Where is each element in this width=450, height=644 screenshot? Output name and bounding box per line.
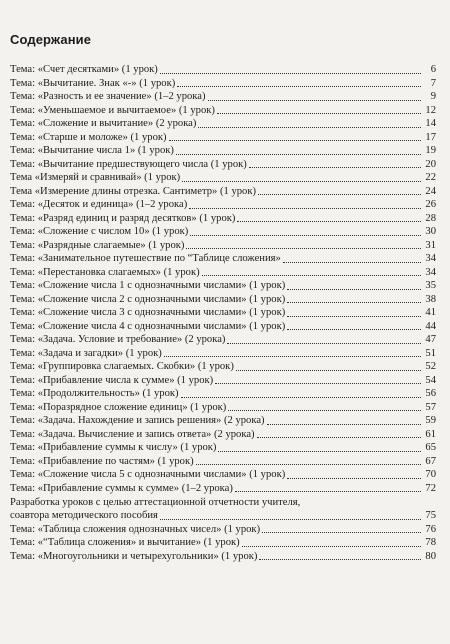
toc-entry-title: Тема: «Многоугольники и четырехугольники» (1 урок) xyxy=(10,550,258,562)
toc-entry-page: 26 xyxy=(425,199,436,210)
toc-entry-title: Тема: «Разность и ее значение» (1–2 урока) xyxy=(10,91,206,102)
toc-entry-page: 19 xyxy=(425,145,436,156)
toc-entry-page: 67 xyxy=(425,455,436,467)
toc-entry-title: Тема: «Вычитание числа 1» (1 урок) xyxy=(10,145,174,156)
toc-entry-title: Тема: «Уменьшаемое и вычитаемое» (1 урок) xyxy=(10,104,215,116)
leader-dots xyxy=(190,234,421,236)
toc-entry[interactable] xyxy=(10,131,436,145)
leader-dots xyxy=(237,220,421,222)
toc-entry-title: Тема: «Задача. Нахождение и запись решения» (2 урока) xyxy=(10,415,265,426)
leader-dots xyxy=(215,382,421,384)
toc-entry-page: 31 xyxy=(425,239,436,251)
toc-entry-title: Тема: «Сложение и вычитание» (2 урока) xyxy=(10,118,197,129)
leader-dots xyxy=(236,369,421,371)
leader-dots xyxy=(287,477,421,479)
toc-entry[interactable] xyxy=(10,158,436,172)
toc-entry-page: 22 xyxy=(425,172,436,183)
toc-entry-title: Тема: «Сложение числа 5 с однозначными числами» (1 урок) xyxy=(10,469,286,480)
toc-entry[interactable] xyxy=(10,523,436,537)
toc-entry-title: Тема: «Сложение числа 4 с однозначными числами» (1 урок) xyxy=(10,320,286,332)
toc-entry[interactable] xyxy=(10,333,436,347)
toc-entry[interactable] xyxy=(10,387,436,401)
toc-entry-title: Тема: «Прибавление суммы к числу» (1 урок) xyxy=(10,442,217,453)
toc-entry[interactable] xyxy=(10,104,436,118)
toc-entry[interactable] xyxy=(10,90,436,104)
toc-entry-title: Тема: «Сложение с числом 10» (1 урок) xyxy=(10,226,189,237)
leader-dots xyxy=(160,72,421,74)
toc-entry-appendix-line2[interactable] xyxy=(10,509,436,523)
toc-entry-title: Тема: «Прибавление суммы к сумме» (1–2 урока) xyxy=(10,482,233,494)
leader-dots xyxy=(182,180,421,182)
leader-dots xyxy=(189,207,421,209)
toc-entry[interactable] xyxy=(10,185,436,199)
toc-entry-appendix-line1[interactable] xyxy=(10,497,436,509)
toc-entry-title: Тема: «Задача. Вычисление и запись ответа» (2 урока) xyxy=(10,428,255,440)
toc-entry[interactable] xyxy=(10,347,436,361)
leader-dots xyxy=(176,153,421,155)
toc-entry-title: Тема: «Задача. Условие и требование» (2 урока) xyxy=(10,334,226,345)
toc-entry-title: Тема: «Продолжительность» (1 урок) xyxy=(10,388,179,399)
toc-entry-title: Тема: «Сложение числа 3 с однозначными числами» (1 урок) xyxy=(10,307,286,318)
leader-dots xyxy=(249,166,421,168)
toc-entry-page: 51 xyxy=(425,347,436,359)
toc-entry[interactable] xyxy=(10,360,436,374)
toc-entry-title: Тема: «Задача и загадки» (1 урок) xyxy=(10,347,162,359)
leader-dots xyxy=(169,139,421,141)
toc-entry-page: 9 xyxy=(430,91,436,102)
toc-entry-page: 72 xyxy=(425,482,436,494)
toc-entry[interactable] xyxy=(10,320,436,334)
toc-entry-page: 30 xyxy=(425,226,436,237)
toc-entry-page: 76 xyxy=(425,523,436,535)
toc-entry[interactable] xyxy=(10,293,436,307)
toc-entry-page: 52 xyxy=(425,361,436,372)
leader-dots xyxy=(160,518,421,520)
toc-entry[interactable] xyxy=(10,374,436,388)
table-of-contents xyxy=(10,63,436,563)
leader-dots xyxy=(242,545,421,547)
toc-entry-page: 7 xyxy=(430,77,436,89)
leader-dots xyxy=(258,193,421,195)
toc-entry-page: 6 xyxy=(430,64,436,75)
toc-entry[interactable] xyxy=(10,198,436,212)
toc-entry-page: 34 xyxy=(425,266,436,278)
toc-entry-title: Тема: «Сложение числа 2 с однозначными числами» (1 урок) xyxy=(10,293,286,305)
leader-dots xyxy=(257,436,421,438)
toc-entry-page: 12 xyxy=(425,104,436,116)
toc-entry-title: Тема: «Разрядные слагаемые» (1 урок) xyxy=(10,239,185,251)
toc-entry[interactable] xyxy=(10,536,436,550)
toc-entry-page: 17 xyxy=(425,131,436,143)
toc-entry-page: 54 xyxy=(425,374,436,386)
toc-entry-title: Тема: «Группировка слагаемых. Скобки» (1 урок) xyxy=(10,361,234,372)
toc-entry-title: Тема: «Прибавление по частям» (1 урок) xyxy=(10,455,194,467)
toc-entry[interactable] xyxy=(10,482,436,496)
toc-entry[interactable] xyxy=(10,239,436,253)
toc-entry[interactable] xyxy=(10,279,436,293)
leader-dots xyxy=(218,450,421,452)
toc-entry[interactable] xyxy=(10,63,436,77)
toc-entry-title: Тема «Измерение длины отрезка. Сантиметр» (1 урок) xyxy=(10,185,257,197)
toc-entry-title: Тема: «Перестановка слагаемых» (1 урок) xyxy=(10,266,200,278)
toc-entry[interactable] xyxy=(10,225,436,239)
leader-dots xyxy=(198,126,421,128)
toc-entry-page: 65 xyxy=(425,442,436,453)
toc-entry[interactable] xyxy=(10,77,436,91)
toc-entry-page: 28 xyxy=(425,212,436,224)
toc-entry[interactable] xyxy=(10,144,436,158)
toc-entry-page: 78 xyxy=(425,537,436,548)
toc-entry[interactable] xyxy=(10,550,436,564)
toc-entry-page: 56 xyxy=(425,388,436,399)
leader-dots xyxy=(228,409,421,411)
leader-dots xyxy=(283,261,421,263)
toc-entry-page: 35 xyxy=(425,280,436,291)
toc-entry-page: 24 xyxy=(425,185,436,197)
toc-entry[interactable] xyxy=(10,252,436,266)
toc-entry-title: Тема «Измеряй и сравнивай» (1 урок) xyxy=(10,172,181,183)
leader-dots xyxy=(208,99,421,101)
toc-entry-page: 80 xyxy=(425,550,436,562)
toc-entry[interactable] xyxy=(10,468,436,482)
leader-dots xyxy=(196,463,421,465)
toc-entry-page: 61 xyxy=(425,428,436,440)
toc-entry-title: Тема: «Прибавление числа к сумме» (1 урок) xyxy=(10,374,214,386)
toc-entry-title: Тема: «“Таблица сложения» и вычитание» (1 урок) xyxy=(10,537,240,548)
toc-entry[interactable] xyxy=(10,117,436,131)
toc-entry[interactable] xyxy=(10,441,436,455)
toc-entry[interactable] xyxy=(10,212,436,226)
toc-entry-page: 38 xyxy=(425,293,436,305)
toc-entry[interactable] xyxy=(10,401,436,415)
leader-dots xyxy=(227,342,421,344)
toc-entry[interactable] xyxy=(10,171,436,185)
toc-entry-title: Тема: «Сложение числа 1 с однозначными числами» (1 урок) xyxy=(10,280,286,291)
toc-entry-title: соавтора методического пособия xyxy=(10,510,158,521)
toc-entry-title: Тема: «Таблица сложения однозначных чисел» (1 урок) xyxy=(10,523,261,535)
leader-dots xyxy=(217,112,421,114)
toc-entry-page: 14 xyxy=(425,118,436,129)
toc-entry-title: Разработка уроков с целью аттестационной отчетности учителя, xyxy=(10,497,301,508)
toc-entry[interactable] xyxy=(10,428,436,442)
toc-entry-title: Тема: «Вычитание. Знак «-» (1 урок) xyxy=(10,77,176,89)
toc-entry-page: 44 xyxy=(425,320,436,332)
toc-entry[interactable] xyxy=(10,455,436,469)
toc-entry-page: 41 xyxy=(425,307,436,318)
toc-entry-page: 75 xyxy=(425,510,436,521)
toc-entry-title: Тема: «Десяток и единица» (1–2 урока) xyxy=(10,199,188,210)
leader-dots xyxy=(186,247,421,249)
toc-entry-page: 47 xyxy=(425,334,436,345)
toc-entry-title: Тема: «Поразрядное сложение единиц» (1 урок) xyxy=(10,401,227,413)
leader-dots xyxy=(164,355,421,357)
leader-dots xyxy=(181,396,421,398)
toc-entry-title: Тема: «Счет десятками» (1 урок) xyxy=(10,64,158,75)
toc-entry[interactable] xyxy=(10,266,436,280)
leader-dots xyxy=(235,490,421,492)
toc-entry[interactable] xyxy=(10,306,436,320)
leader-dots xyxy=(287,301,421,303)
toc-entry-page: 70 xyxy=(425,469,436,480)
toc-entry-page: 20 xyxy=(425,158,436,170)
toc-entry-page: 34 xyxy=(425,253,436,264)
leader-dots xyxy=(287,288,421,290)
leader-dots xyxy=(259,558,421,560)
toc-entry[interactable] xyxy=(10,414,436,428)
leader-dots xyxy=(177,85,421,87)
toc-entry-title: Тема: «Старше и моложе» (1 урок) xyxy=(10,131,167,143)
leader-dots xyxy=(202,274,421,276)
toc-entry-title: Тема: «Занимательное путешествие по “Таблице сложения» xyxy=(10,253,281,264)
toc-entry-title: Тема: «Вычитание предшествующего числа (1 урок) xyxy=(10,158,247,170)
leader-dots xyxy=(262,531,421,533)
toc-entry-title: Тема: «Разряд единиц и разряд десятков» (1 урок) xyxy=(10,212,236,224)
leader-dots xyxy=(267,423,421,425)
toc-entry-page: 59 xyxy=(425,415,436,426)
leader-dots xyxy=(287,315,421,317)
page-title: Содержание xyxy=(10,32,92,47)
leader-dots xyxy=(287,328,421,330)
toc-entry-page: 57 xyxy=(425,401,436,413)
